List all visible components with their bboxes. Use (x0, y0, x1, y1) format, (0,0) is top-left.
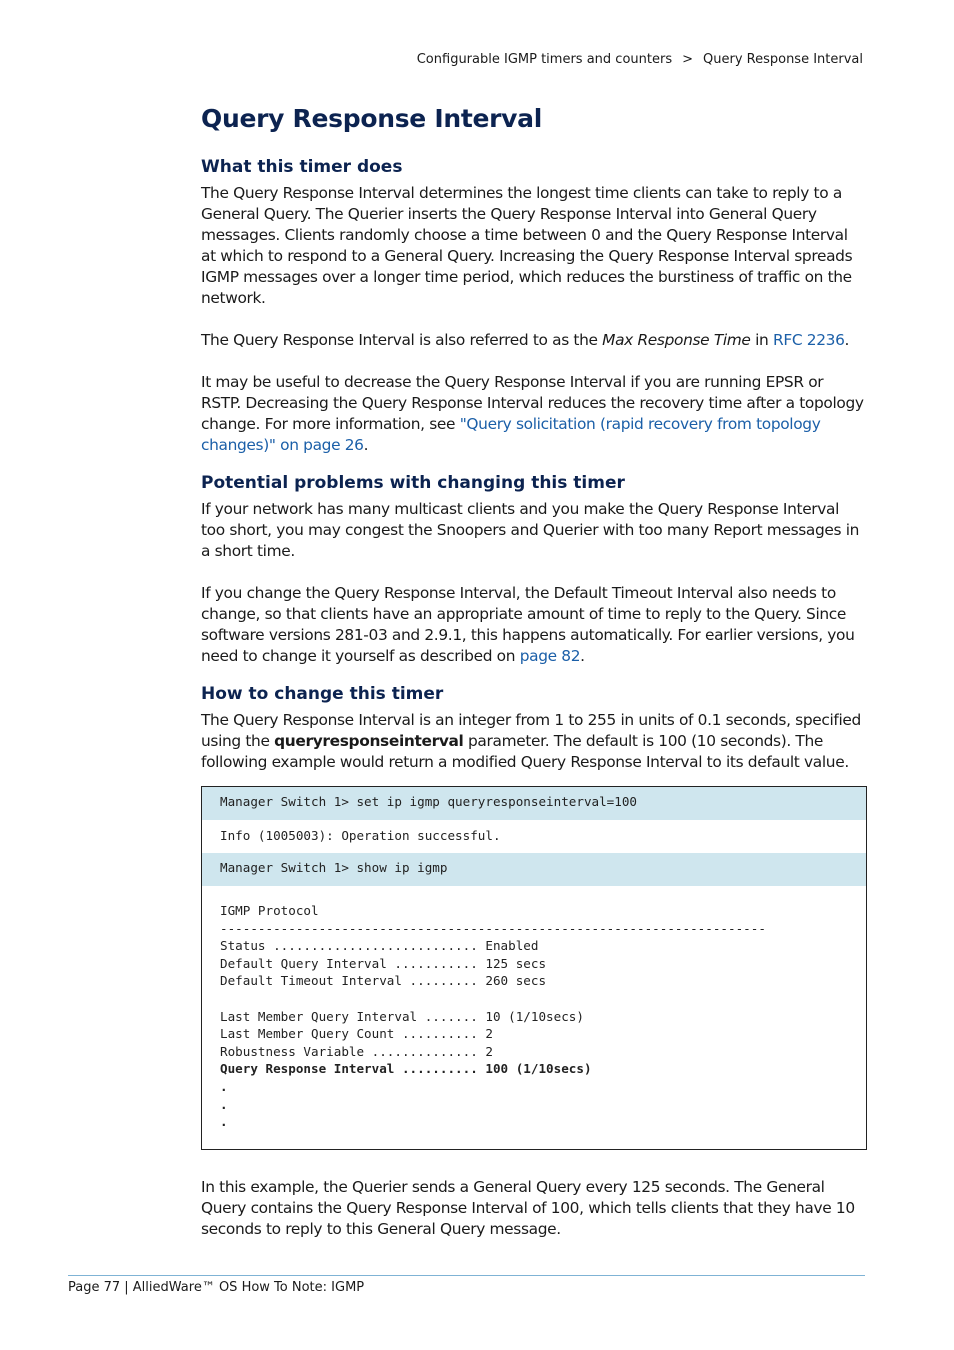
footer-divider (68, 1275, 865, 1276)
output-line: Status ........................... Enabled (220, 938, 539, 954)
section-heading-how-to-change: How to change this timer (201, 684, 444, 704)
term-max-response-time: Max Response Time (602, 331, 751, 349)
breadcrumb-current: Query Response Interval (703, 52, 863, 67)
paragraph: In this example, the Querier sends a General Query every 125 seconds. The General Query contains the Query Response Interval of 100, which tells clients that they have 10 seconds to reply to this General Query message. (201, 1177, 855, 1238)
ellipsis-dot: . (220, 1078, 228, 1094)
paragraph: The Query Response Interval is also referred to as the Max Response Time in RFC 2236. (201, 331, 850, 349)
parameter-name: queryresponseinterval (274, 732, 464, 750)
query-solicitation-link[interactable]: "Query solicitation (rapid recovery from topology changes)" on page 26 (201, 415, 821, 454)
output-line: ------------------------------------------------------------------------ (220, 920, 766, 936)
output-line: Last Member Query Interval ....... 10 (1/10secs) (220, 1008, 584, 1024)
page-footer: Page 77 | AlliedWare™ OS How To Note: IGMP (68, 1280, 365, 1295)
command-line: Manager Switch 1> show ip igmp (202, 853, 866, 886)
rfc-2236-link[interactable]: RFC 2236 (772, 331, 845, 349)
output-line: Robustness Variable .............. 2 (220, 1043, 493, 1059)
breadcrumb-separator: > (682, 52, 693, 67)
paragraph: If you change the Query Response Interval, the Default Timeout Interval also needs to change, so that clients have an appropriate amount of time to reply to the Query. Since software versions 281-03 and 2.9.1, this happens automatically. For earlier versions, you need to change it yourself as described on page 82. (201, 584, 855, 665)
command-output-block (202, 886, 866, 1149)
paragraph: The Query Response Interval is an integer from 1 to 255 in units of 0.1 seconds, specified using the queryresponseinterval parameter. The default is 100 (10 seconds). The following example would return a modified Query Response Interval to its default value. (201, 711, 861, 771)
command-line: Manager Switch 1> set ip igmp queryresponseinterval=100 (202, 787, 866, 820)
section-heading-potential-problems: Potential problems with changing this timer (201, 473, 625, 493)
page-title: Query Response Interval (201, 104, 543, 133)
breadcrumb-parent[interactable]: Configurable IGMP timers and counters (416, 52, 673, 67)
paragraph: The Query Response Interval determines the longest time clients can take to reply to a General Query. The Querier inserts the Query Response Interval into General Query messages. Clients randomly choose a time between 0 and the Query Response Interval at which to respond to a General Query. Increasing the Query Response Interval spreads IGMP messages over a longer time period, which reduces the burstiness of traffic on the network. (201, 184, 853, 307)
ellipsis-dot: . (220, 1096, 228, 1112)
paragraph: If your network has many multicast clients and you make the Query Response Interval too short, you may congest the Snoopers and Querier with too many Report messages in a short time. (201, 500, 860, 560)
output-line-highlight: Query Response Interval .......... 100 (1/10secs) (220, 1061, 592, 1077)
breadcrumb (417, 52, 863, 67)
ellipsis-dot: . (220, 1114, 228, 1130)
output-line (220, 990, 848, 1008)
output-line: Last Member Query Count .......... 2 (220, 1026, 493, 1042)
output-line: IGMP Protocol (220, 903, 319, 918)
page-content (201, 104, 865, 1261)
section-heading-what-timer-does: What this timer does (201, 157, 403, 177)
code-example (201, 786, 867, 1150)
page-82-link[interactable]: page 82 (519, 647, 581, 665)
output-line: Default Timeout Interval ......... 260 secs (220, 973, 547, 989)
output-line: Default Query Interval ........... 125 secs (220, 955, 547, 971)
command-output: Info (1005003): Operation successful. (202, 820, 866, 853)
paragraph: It may be useful to decrease the Query Response Interval if you are running EPSR or RSTP. Decreasing the Query Response Interval reduces the recovery time after a topology change. For more information, see "Query solicitation (rapid recovery from topology changes)" on page 26. (201, 373, 864, 454)
